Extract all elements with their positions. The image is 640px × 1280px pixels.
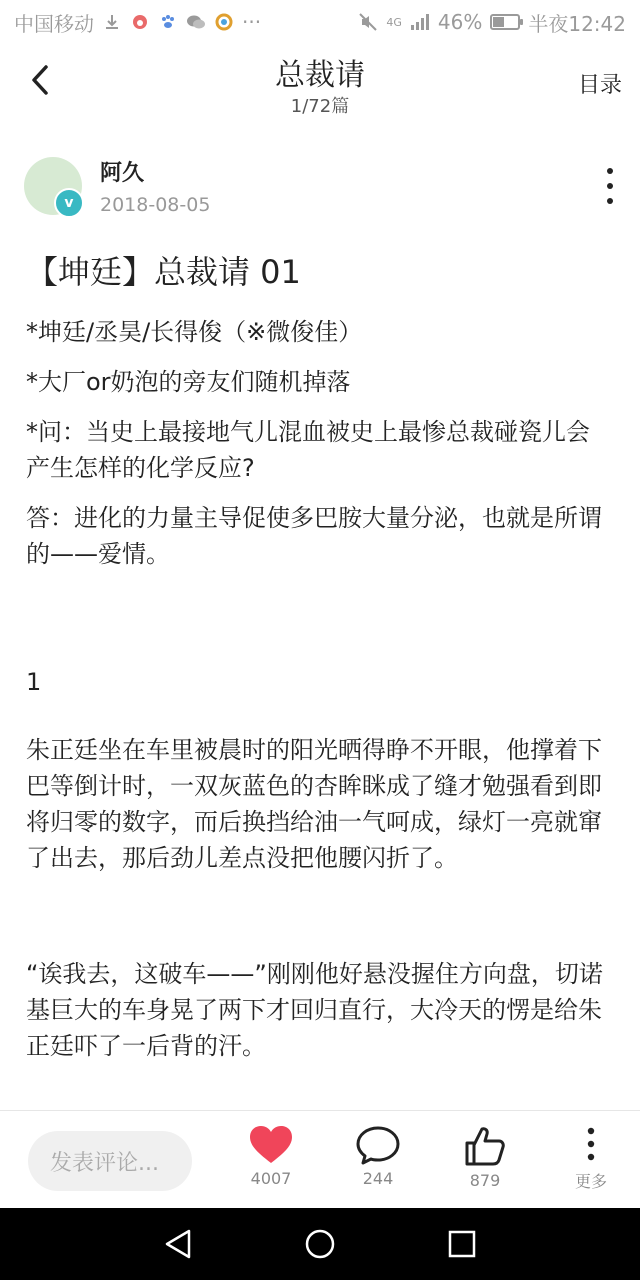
like-count: 4007 <box>250 1169 292 1188</box>
article-body <box>26 246 606 1110</box>
carrier-label: 中国移动 <box>14 11 94 36</box>
more-dot <box>607 198 613 204</box>
page-title: 总裁请 <box>275 58 365 93</box>
post-options-button[interactable] <box>600 168 620 204</box>
more-icon <box>581 1125 601 1165</box>
thumbs-up-count: 879 <box>469 1171 501 1190</box>
like-button[interactable] <box>231 1125 311 1205</box>
more-button[interactable] <box>551 1125 631 1205</box>
nav-back-icon <box>163 1228 193 1260</box>
thumbs-up-icon <box>463 1125 507 1167</box>
nav-home-button[interactable] <box>302 1226 338 1262</box>
battery-icon <box>490 14 520 30</box>
battery-percent: 46% <box>437 10 483 34</box>
chapter-counter: 1/72篇 <box>290 96 350 117</box>
weibo-icon <box>130 12 150 32</box>
article-paragraph: *坤廷/丞昊/长得俊（※微俊佳） <box>26 318 363 346</box>
section-number: 1 <box>26 668 42 696</box>
more-dot <box>607 183 613 189</box>
thumbs-up-button[interactable] <box>445 1125 525 1205</box>
battery-fill <box>493 17 504 27</box>
article-paragraph: 答：进化的力量主导促使多巴胺大量分泌，也就是所谓的——爱情。 <box>26 504 602 568</box>
article-paragraph: *大厂or奶泡的旁友们随机掉落 <box>26 368 351 396</box>
post-date: 2018-08-05 <box>100 194 211 216</box>
nav-recent-button[interactable] <box>444 1226 480 1262</box>
browser-icon <box>214 12 234 32</box>
nav-recent-icon <box>447 1229 477 1259</box>
more-notifications: ··· <box>242 10 262 34</box>
comment-button[interactable] <box>338 1125 418 1205</box>
verified-badge-icon: v <box>54 188 84 218</box>
paw-icon <box>158 12 178 32</box>
toc-button[interactable]: 目录 <box>577 73 622 98</box>
more-label: 更多 <box>574 1172 607 1191</box>
mute-icon <box>358 12 378 32</box>
app-header <box>0 44 640 132</box>
clock: 半夜12:42 <box>528 11 626 36</box>
system-nav-bar <box>0 1208 640 1280</box>
nav-home-icon <box>304 1228 336 1260</box>
more-dot <box>607 168 613 174</box>
comment-input[interactable]: 发表评论... <box>28 1131 192 1191</box>
comment-count: 244 <box>362 1169 394 1188</box>
nav-back-button[interactable] <box>160 1226 196 1262</box>
article-paragraph: *问：当史上最接地气儿混血被史上最惨总裁碰瓷儿会产生怎样的化学反应? <box>26 418 590 482</box>
download-icon <box>102 12 122 32</box>
heart-icon <box>248 1125 294 1165</box>
network-type: 4G <box>386 15 402 29</box>
comment-icon <box>355 1125 401 1165</box>
author-row <box>0 150 640 230</box>
author-name[interactable]: 阿久 <box>100 161 145 186</box>
status-bar <box>0 0 640 44</box>
signal-icon <box>410 12 430 32</box>
article-paragraph: 朱正廷坐在车里被晨时的阳光晒得睁不开眼，他撑着下巴等倒计时，一双灰蓝色的杏眸眯成了缝才勉强看到即将归零的数字，而后换挡给油一气呵成，绿灯一亮就窜了出去，那后劲儿差点没把他腰闪折了。 <box>26 736 602 872</box>
wechat-icon <box>186 12 206 32</box>
article-title: 【坤廷】总裁请 01 <box>26 253 301 291</box>
article-paragraph: “诶我去，这破车——”刚刚他好悬没握住方向盘，切诺基巨大的车身晃了两下才回归直行，大冷天的愣是给朱正廷吓了一后背的汗。 <box>26 960 603 1060</box>
bottom-action-bar <box>0 1110 640 1209</box>
